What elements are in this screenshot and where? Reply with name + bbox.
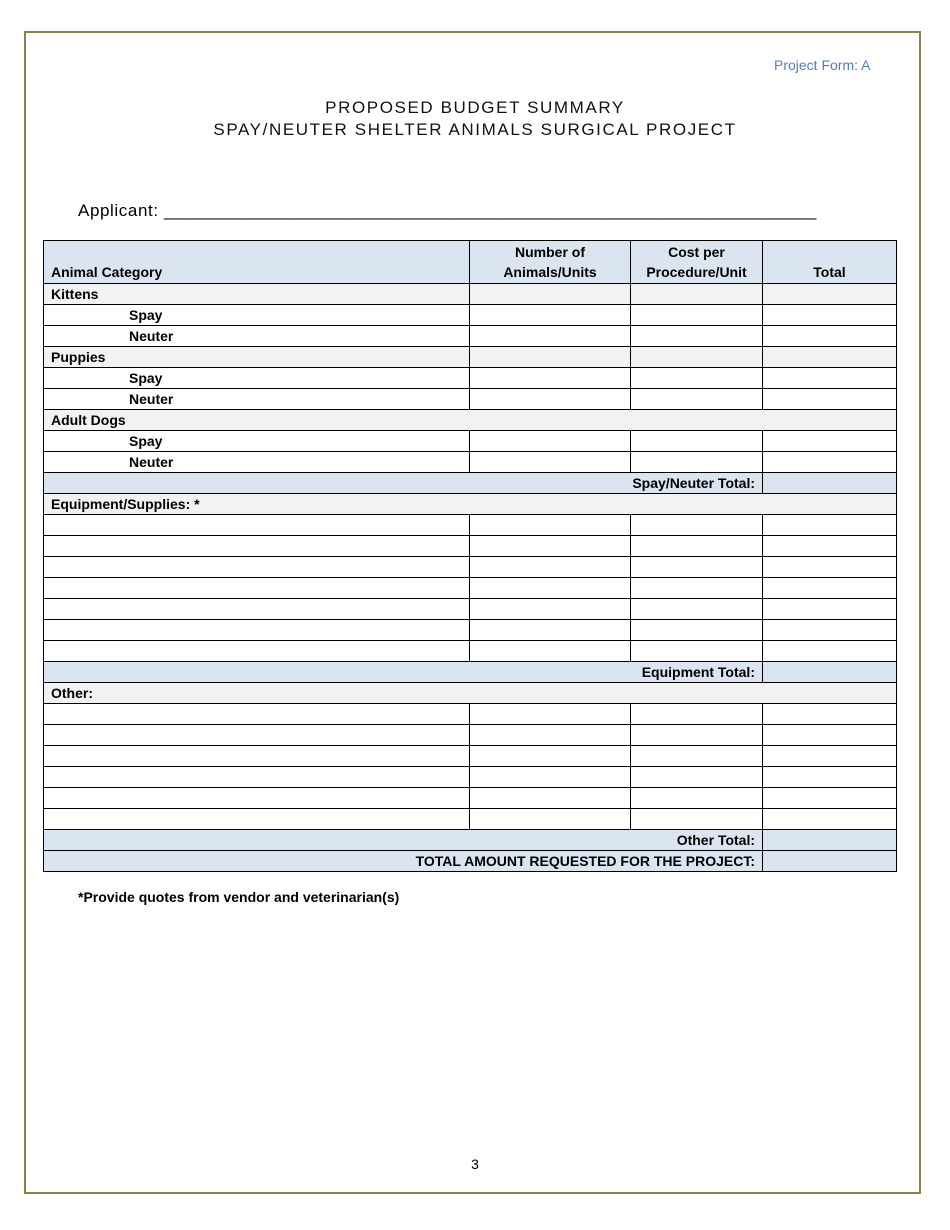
table-cell[interactable]: [631, 725, 763, 746]
header-number-line1: Number of: [515, 244, 585, 260]
other-total-label: Other Total:: [44, 830, 763, 851]
table-cell[interactable]: [631, 515, 763, 536]
puppies-spay-number-cell[interactable]: [470, 368, 631, 389]
table-cell[interactable]: [44, 767, 470, 788]
kittens-spay-label: Spay: [44, 305, 470, 326]
header-number-of-animals: [470, 241, 631, 284]
table-cell[interactable]: [470, 599, 631, 620]
equipment-total-row: [44, 662, 897, 683]
title-line-1: PROPOSED BUDGET SUMMARY: [325, 98, 625, 117]
puppies-spay-total-cell[interactable]: [763, 368, 897, 389]
table-cell[interactable]: [763, 599, 897, 620]
other-row: [44, 704, 897, 725]
category-row-kittens: [44, 284, 897, 305]
table-row: [44, 326, 897, 347]
spay-neuter-total-row: [44, 473, 897, 494]
category-row-puppies: [44, 347, 897, 368]
applicant-input-line[interactable]: _____________________________________________________________________: [164, 201, 817, 220]
header-animal-category: Animal Category: [44, 241, 470, 284]
category-label-puppies: Puppies: [44, 347, 470, 368]
table-row: [44, 431, 897, 452]
table-cell[interactable]: [44, 788, 470, 809]
table-cell[interactable]: [763, 809, 897, 830]
table-cell: [763, 284, 897, 305]
table-cell[interactable]: [470, 515, 631, 536]
other-row: [44, 788, 897, 809]
table-cell[interactable]: [44, 746, 470, 767]
page-number: 3: [471, 1156, 479, 1172]
table-cell[interactable]: [470, 620, 631, 641]
table-cell[interactable]: [763, 767, 897, 788]
kittens-neuter-number-cell[interactable]: [470, 326, 631, 347]
adult-dogs-spay-number-cell[interactable]: [470, 431, 631, 452]
header-total: Total: [763, 241, 897, 284]
table-cell[interactable]: [631, 809, 763, 830]
kittens-spay-total-cell[interactable]: [763, 305, 897, 326]
grand-total-label: TOTAL AMOUNT REQUESTED FOR THE PROJECT:: [44, 851, 763, 872]
table-cell[interactable]: [44, 620, 470, 641]
equipment-row: [44, 620, 897, 641]
table-cell[interactable]: [763, 788, 897, 809]
kittens-spay-number-cell[interactable]: [470, 305, 631, 326]
adult-dogs-neuter-label: Neuter: [44, 452, 470, 473]
category-label-kittens: Kittens: [44, 284, 470, 305]
spay-neuter-total-cell[interactable]: [763, 473, 897, 494]
table-cell[interactable]: [470, 557, 631, 578]
equipment-row: [44, 641, 897, 662]
header-cost-per-unit: [631, 241, 763, 284]
puppies-spay-cost-cell[interactable]: [631, 368, 763, 389]
equipment-row: [44, 515, 897, 536]
kittens-neuter-total-cell[interactable]: [763, 326, 897, 347]
table-cell[interactable]: [631, 641, 763, 662]
table-cell[interactable]: [470, 788, 631, 809]
table-cell[interactable]: [44, 578, 470, 599]
equipment-row: [44, 557, 897, 578]
budget-table: [43, 240, 897, 872]
adult-dogs-neuter-total-cell[interactable]: [763, 452, 897, 473]
table-cell[interactable]: [44, 536, 470, 557]
table-cell[interactable]: [470, 536, 631, 557]
table-header-row: [44, 241, 897, 284]
applicant-field[interactable]: [78, 201, 816, 221]
table-cell[interactable]: [631, 557, 763, 578]
spay-neuter-total-label: Spay/Neuter Total:: [44, 473, 763, 494]
table-cell[interactable]: [44, 515, 470, 536]
table-cell[interactable]: [44, 599, 470, 620]
kittens-neuter-cost-cell[interactable]: [631, 326, 763, 347]
category-label-other: Other:: [44, 683, 897, 704]
other-row: [44, 767, 897, 788]
other-total-cell[interactable]: [763, 830, 897, 851]
adult-dogs-neuter-number-cell[interactable]: [470, 452, 631, 473]
puppies-neuter-number-cell[interactable]: [470, 389, 631, 410]
table-cell[interactable]: [470, 725, 631, 746]
table-cell[interactable]: [44, 704, 470, 725]
table-cell[interactable]: [44, 809, 470, 830]
puppies-neuter-total-cell[interactable]: [763, 389, 897, 410]
equipment-total-label: Equipment Total:: [44, 662, 763, 683]
category-row-other: [44, 683, 897, 704]
adult-dogs-spay-cost-cell[interactable]: [631, 431, 763, 452]
table-cell[interactable]: [44, 557, 470, 578]
adult-dogs-spay-label: Spay: [44, 431, 470, 452]
grand-total-cell[interactable]: [763, 851, 897, 872]
table-row: [44, 305, 897, 326]
table-cell[interactable]: [631, 599, 763, 620]
table-row: [44, 368, 897, 389]
table-cell[interactable]: [763, 557, 897, 578]
kittens-neuter-label: Neuter: [44, 326, 470, 347]
adult-dogs-neuter-cost-cell[interactable]: [631, 452, 763, 473]
table-cell[interactable]: [470, 767, 631, 788]
puppies-neuter-label: Neuter: [44, 389, 470, 410]
table-cell: [470, 347, 631, 368]
title-line-2: SPAY/NEUTER SHELTER ANIMALS SURGICAL PROJECT: [213, 120, 737, 139]
category-label-equipment: Equipment/Supplies: *: [44, 494, 897, 515]
table-cell[interactable]: [470, 746, 631, 767]
table-cell[interactable]: [470, 641, 631, 662]
table-cell[interactable]: [631, 578, 763, 599]
other-row: [44, 809, 897, 830]
table-cell[interactable]: [470, 704, 631, 725]
table-cell[interactable]: [631, 704, 763, 725]
table-row: [44, 389, 897, 410]
kittens-spay-cost-cell[interactable]: [631, 305, 763, 326]
table-cell[interactable]: [631, 767, 763, 788]
table-cell: [631, 347, 763, 368]
table-cell: [470, 284, 631, 305]
table-cell[interactable]: [631, 746, 763, 767]
table-cell[interactable]: [763, 725, 897, 746]
table-cell[interactable]: [470, 578, 631, 599]
table-cell[interactable]: [631, 620, 763, 641]
table-cell[interactable]: [763, 704, 897, 725]
table-cell: [631, 284, 763, 305]
equipment-total-cell[interactable]: [763, 662, 897, 683]
table-cell[interactable]: [470, 809, 631, 830]
category-label-adult-dogs: Adult Dogs: [44, 410, 897, 431]
applicant-label: Applicant:: [78, 201, 159, 220]
equipment-row: [44, 599, 897, 620]
table-cell[interactable]: [763, 578, 897, 599]
puppies-spay-label: Spay: [44, 368, 470, 389]
category-row-adult-dogs: [44, 410, 897, 431]
grand-total-row: [44, 851, 897, 872]
equipment-row: [44, 536, 897, 557]
adult-dogs-spay-total-cell[interactable]: [763, 431, 897, 452]
table-cell[interactable]: [763, 641, 897, 662]
table-cell[interactable]: [44, 641, 470, 662]
table-cell[interactable]: [631, 788, 763, 809]
table-cell: [763, 347, 897, 368]
category-row-equipment: [44, 494, 897, 515]
other-row: [44, 746, 897, 767]
puppies-neuter-cost-cell[interactable]: [631, 389, 763, 410]
equipment-row: [44, 578, 897, 599]
header-number-line2: Animals/Units: [503, 264, 597, 280]
table-cell[interactable]: [631, 536, 763, 557]
table-cell[interactable]: [44, 725, 470, 746]
table-cell[interactable]: [763, 536, 897, 557]
header-cost-line2: Procedure/Unit: [646, 264, 747, 280]
table-cell[interactable]: [763, 515, 897, 536]
table-cell[interactable]: [763, 620, 897, 641]
table-cell[interactable]: [763, 746, 897, 767]
footnote: *Provide quotes from vendor and veterinarian(s): [78, 889, 400, 905]
other-row: [44, 725, 897, 746]
project-form-label: Project Form: A: [774, 57, 871, 73]
table-row: [44, 452, 897, 473]
header-cost-line1: Cost per: [668, 244, 725, 260]
other-total-row: [44, 830, 897, 851]
